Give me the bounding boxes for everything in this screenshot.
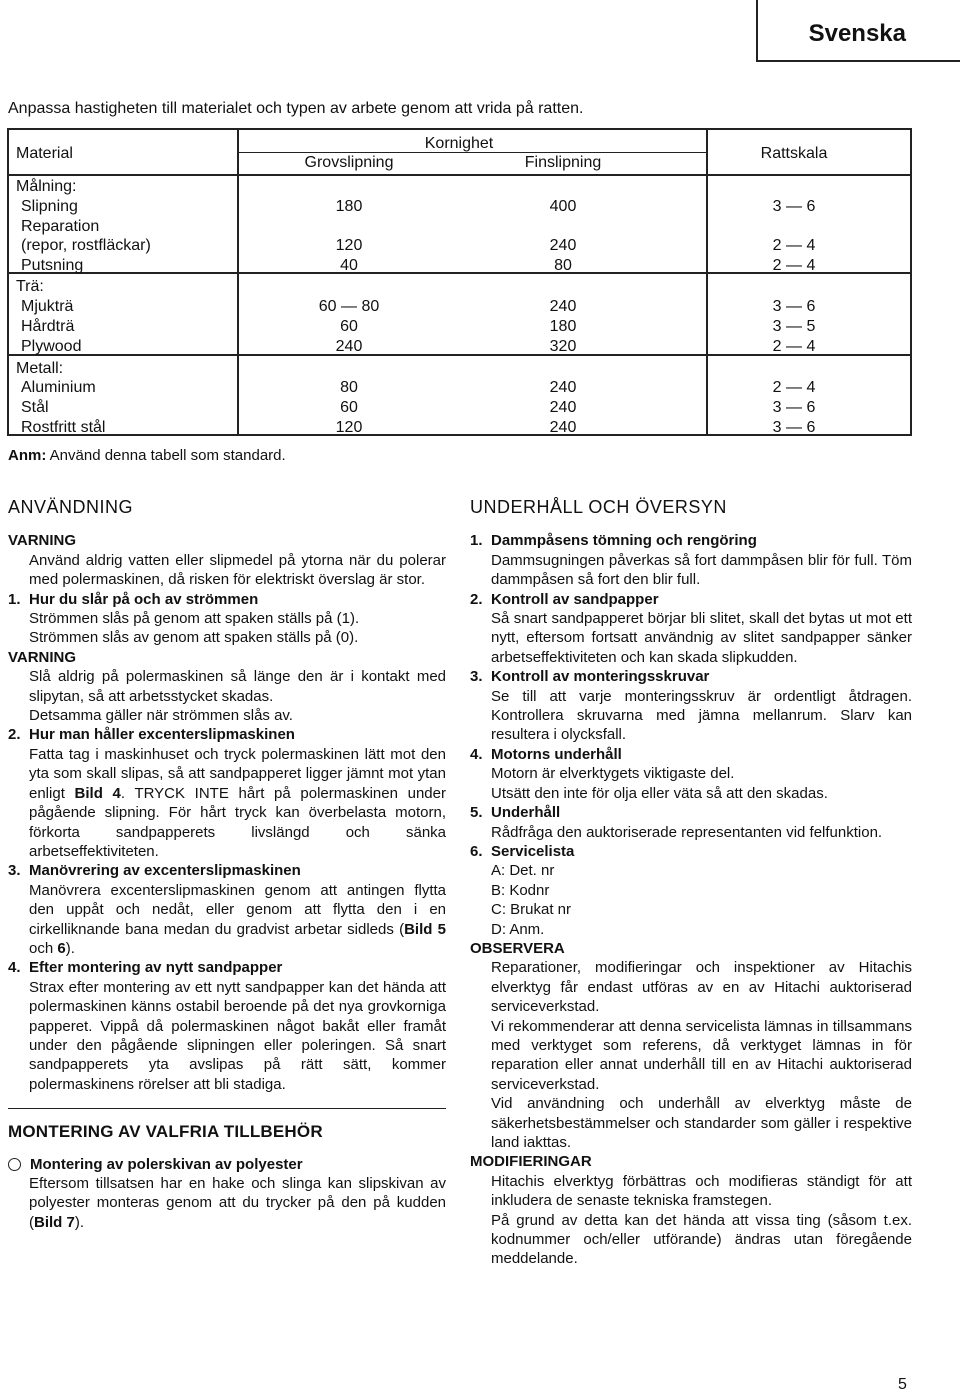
table-row-label: Reparation — [21, 218, 100, 235]
table-cell-fine: 240 — [549, 298, 577, 315]
maint-3-header: 3. Kontroll av monteringsskruvar — [470, 668, 710, 686]
maint-5-header: 5. Underhåll — [470, 804, 561, 822]
table-cell-fine: 240 — [549, 419, 577, 436]
table-cell-fine: 180 — [549, 318, 577, 335]
accessory-title: Montering av polerskivan av polyester — [8, 1155, 446, 1174]
page-number: 5 — [898, 1376, 907, 1393]
header-fine: Finslipning — [524, 154, 602, 171]
table-cell-coarse: 120 — [335, 419, 363, 436]
step-1-header — [8, 590, 446, 609]
table-cell-coarse: 40 — [340, 257, 358, 274]
step-3-text: Manövrera excenterslipmaskinen genom att antingen flytta den uppåt och nedåt, eller genom att flytta den i en cirkelliknande bana medan du gradvist arbetar sidleds (Bild 5 och 6). — [29, 881, 446, 957]
table-row-label: Hårdträ — [21, 318, 75, 335]
intro-text: Anpassa hastigheten till materialet och typen av arbete genom att vrida på ratten. — [8, 100, 584, 117]
table-row-label: Rostfritt stål — [21, 419, 106, 436]
table-cell-coarse: 120 — [335, 237, 363, 254]
table-cell-coarse: 60 — 80 — [318, 298, 380, 315]
header-grit: Kornighet — [424, 135, 494, 152]
grit-table — [7, 128, 912, 436]
table-row-label: Metall: — [16, 360, 64, 377]
bullet-circle-icon — [8, 1158, 21, 1171]
table-cell-fine: 320 — [549, 338, 577, 355]
table-row-label: Trä: — [16, 278, 44, 295]
note-title: OBSERVERA — [470, 939, 565, 957]
note-paragraph: Vid användning och underhåll av elverktyg måste de säkerhetsbestämmelser och standarder som gäller i respektive land iakttas. — [491, 1095, 912, 1151]
table-cell-dial: 3 — 6 — [772, 198, 816, 215]
header-dial: Rattskala — [760, 145, 828, 162]
header-material: Material — [16, 145, 73, 162]
note-label: Anm: — [8, 447, 47, 464]
modifications-title: MODIFIERINGAR — [470, 1153, 592, 1171]
service-list-item: C: Brukat nr — [491, 901, 572, 919]
step-number: 3. — [8, 862, 21, 880]
maint-1-header: 1. Dammpåsens tömning och rengöring — [470, 532, 757, 550]
table-row-label: Mjukträ — [21, 298, 74, 315]
step-2-text: Fatta tag i maskinhuset och tryck polermaskinen lätt mot den yta som skall slipas, så att sandpapperet ligger jämnt mot ytan enligt Bild 4. TRYCK INTE hårt på polermaskinen under pågående slipning. För hårt tryck kan överbelasta motorn, förkorta sandpapperets livslängd och sänka arbetseffektiviteten. — [29, 745, 446, 860]
table-cell-dial: 2 — 4 — [772, 257, 816, 274]
accessory-text: Eftersom tillsatsen har en hake och slinga kan slipskivan av polyester monteras genom att du trycker på den på kudden (Bild 7). — [29, 1175, 446, 1231]
note-paragraph: Reparationer, modifieringar och inspektioner av Hitachis elverktyg får endast utföras av en av Hitachi auktoriserad serviceverkstad. — [491, 959, 912, 1016]
maint-4-header: 4. Motorns underhåll — [470, 745, 622, 763]
table-cell-dial: 3 — 6 — [772, 298, 816, 315]
maint-3-text: Se till att varje monteringsskruv är ordentligt åtdragen. Kontrollera skruvarna med jämna mellanrum. Slarv kan resultera i olycksfall. — [491, 687, 912, 744]
table-row-label: Putsning — [21, 257, 84, 274]
table-row-label: Målning: — [16, 178, 77, 195]
table-cell-dial: 2 — 4 — [772, 338, 816, 355]
left-column — [8, 498, 446, 1232]
table-cell-fine: 240 — [549, 379, 577, 396]
step-1-line-1: Strömmen slås på genom att spaken ställs på (1). — [29, 610, 360, 628]
table-cell-dial: 3 — 5 — [772, 318, 816, 335]
warning-text-1: Använd aldrig vatten eller slipmedel på ytorna när du polerar med polermaskinen, då risken för elektriskt överslag är stor. — [29, 551, 446, 589]
warning-text-2b: Detsamma gäller när strömmen slås av. — [29, 707, 293, 725]
maint-5-text: Rådfråga den auktoriserade representanten vid felfunktion. — [491, 823, 883, 841]
step-title: Hur man håller excenterslipmaskinen — [29, 726, 295, 744]
step-3-header — [8, 861, 446, 880]
table-cell-dial: 2 — 4 — [772, 237, 816, 254]
table-cell-fine: 80 — [554, 257, 572, 274]
language-tab — [756, 0, 960, 62]
step-number: 2. — [8, 726, 21, 744]
modifications-paragraph: Hitachis elverktyg förbättras och modifieras ständigt för att inkludera de senaste tekniska framstegen. — [491, 1172, 912, 1210]
service-list-item: B: Kodnr — [491, 881, 550, 899]
table-cell-fine: 240 — [549, 399, 577, 416]
right-column — [470, 498, 912, 1269]
step-2-header — [8, 725, 446, 744]
step-4-header — [8, 958, 446, 977]
table-row-label: Plywood — [21, 338, 82, 355]
step-1-line-2: Strömmen slås av genom att spaken ställs på (0). — [29, 629, 359, 647]
table-cell-coarse: 180 — [335, 198, 363, 215]
step-4-text: Strax efter montering av ett nytt sandpapper kan det hända att polermaskinen känns ostabil beroende på det nya grovkorniga papperet. Vippå då polermaskinen något bakåt eller framåt under den pågående slipningen eller poleringen. Så snart sandpapperets yta avslipas på rätt sätt, kommer polermaskinens rörelser att bli stadiga. — [29, 978, 446, 1093]
table-cell-dial: 3 — 6 — [772, 399, 816, 416]
step-number: 1. — [8, 590, 21, 608]
step-title: Hur du slår på och av strömmen — [29, 590, 259, 608]
table-row-label: Aluminium — [21, 379, 96, 396]
table-cell-dial: 2 — 4 — [772, 379, 816, 396]
table-cell-fine: 400 — [549, 198, 577, 215]
section-heading-maintenance: UNDERHÅLL OCH ÖVERSYN — [470, 497, 727, 517]
maint-2-header: 2. Kontroll av sandpapper — [470, 590, 659, 608]
note-text: Använd denna tabell som standard. — [46, 447, 286, 464]
table-row-label: Slipning — [21, 198, 78, 215]
maint-1-text: Dammsugningen påverkas så fort dammpåsen blir för full. Töm dammpåsen så fort den blir full. — [491, 551, 912, 589]
maint-6-header: 6. Servicelista — [470, 842, 575, 860]
table-cell-coarse: 60 — [340, 318, 358, 335]
table-row-label: Stål — [21, 399, 49, 416]
modifications-paragraph: På grund av detta kan det hända att vissa ting (såsom t.ex. kodnummer och/eller utförande) ändras utan föregående meddelande. — [491, 1211, 912, 1268]
step-title: Manövrering av excenterslipmaskinen — [29, 862, 301, 880]
maint-4-line-1: Motorn är elverktygets viktigaste del. — [491, 765, 735, 783]
maint-4-line-2: Utsätt den inte för olja eller väta så att den skadas. — [491, 784, 828, 802]
step-title: Efter montering av nytt sandpapper — [29, 959, 283, 977]
table-cell-fine: 240 — [549, 237, 577, 254]
service-list-item: A: Det. nr — [491, 862, 555, 880]
table-cell-coarse: 80 — [340, 379, 358, 396]
section-heading-usage: ANVÄNDNING — [8, 497, 134, 517]
warning-text-2: Slå aldrig på polermaskinen så länge den är i kontakt med slipytan, så att arbetsstycket skadas. — [29, 668, 446, 705]
maint-2-text: Så snart sandpapperet börjar bli slitet, skall det bytas ut mot ett nytt, eftersom fortsatt användnig av slitet sandpapper sänker arbetseffektiviteten och kan skada slipkudden. — [491, 610, 912, 666]
language-label: Svenska — [808, 20, 906, 47]
divider — [8, 1108, 446, 1109]
table-note — [8, 447, 286, 464]
service-list-item: D: Anm. — [491, 920, 545, 938]
table-row-label: (repor, rostfläckar) — [21, 237, 151, 254]
step-number: 4. — [8, 959, 21, 977]
header-coarse: Grovslipning — [304, 154, 394, 171]
table-cell-coarse: 60 — [340, 399, 358, 416]
note-paragraph: Vi rekommenderar att denna servicelista lämnas in tillsammans med verktyget som referens, då verktyget lämnas in för reparation eller annat underhåll till en av Hitachi auktoriserad serviceverkstad. — [491, 1017, 912, 1093]
table-cell-coarse: 240 — [335, 338, 363, 355]
warning-title-1: VARNING — [8, 532, 77, 550]
section-heading-accessories: MONTERING AV VALFRIA TILLBEHÖR — [8, 1122, 323, 1142]
warning-title-2: VARNING — [8, 648, 77, 666]
table-cell-dial: 3 — 6 — [772, 419, 816, 436]
